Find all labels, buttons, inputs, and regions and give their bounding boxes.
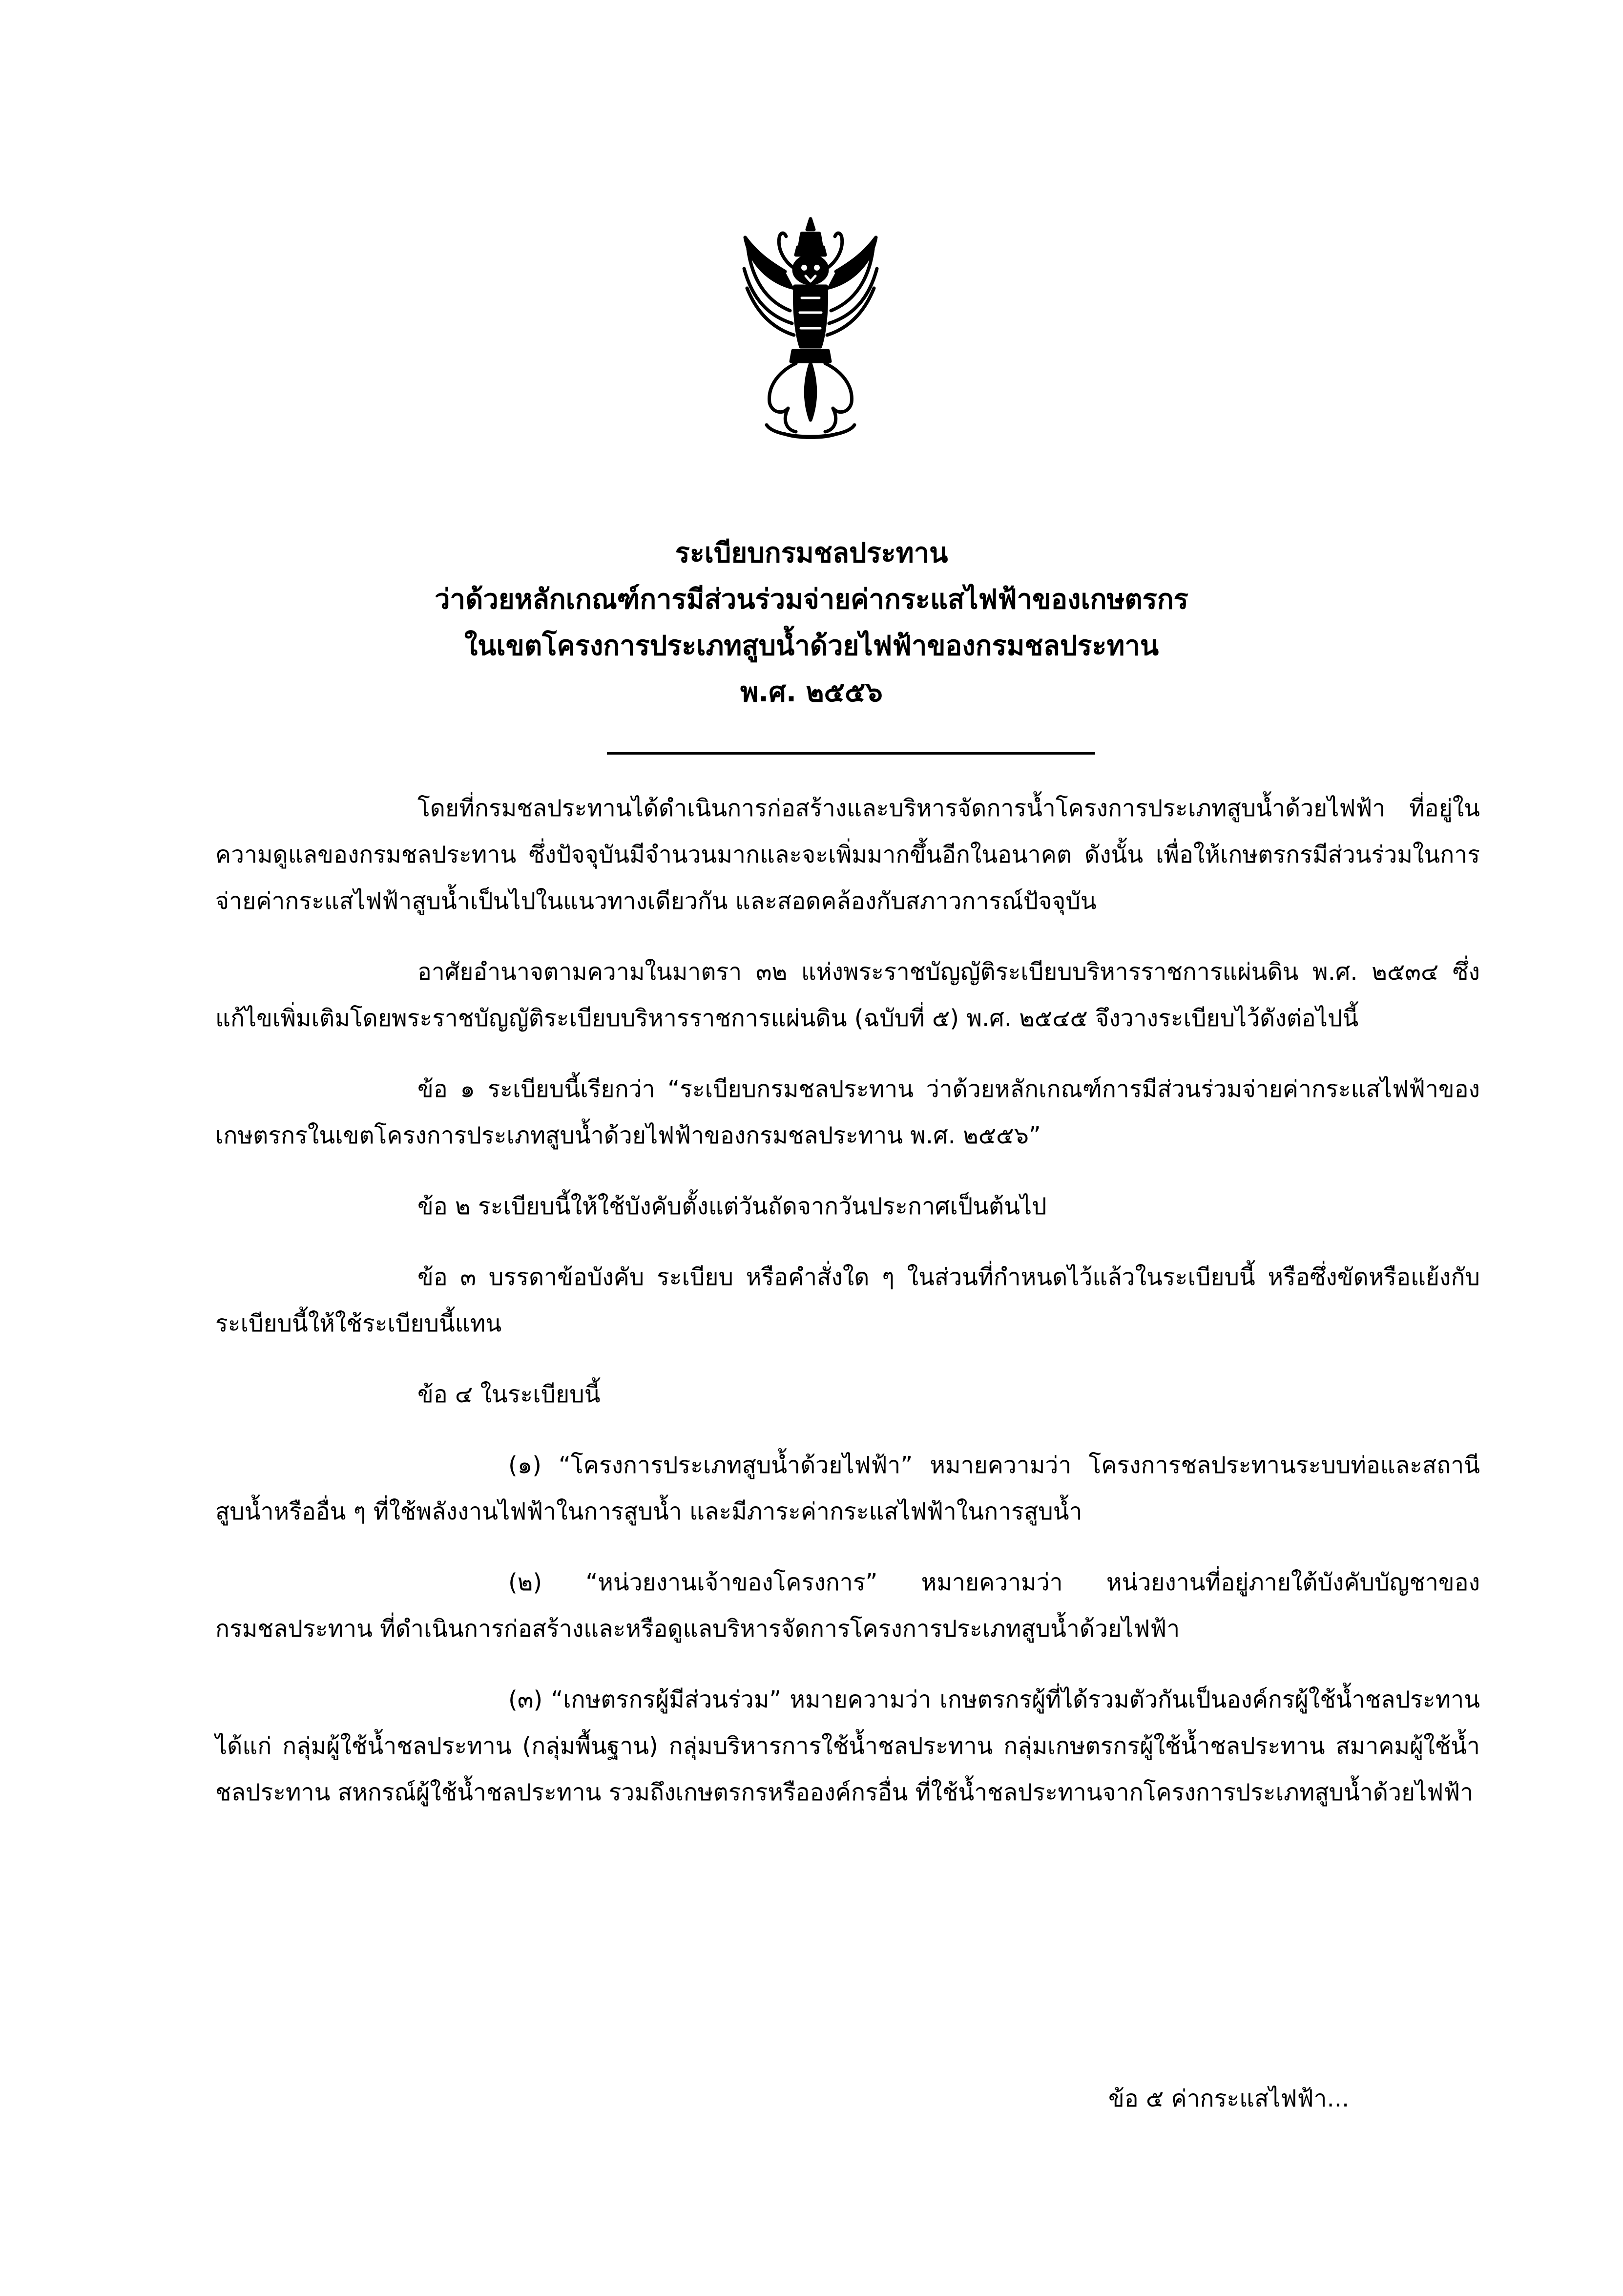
- clause-1: ข้อ ๑ ระเบียบนี้เรียกว่า “ระเบียบกรมชลประทาน ว่าด้วยหลักเกณฑ์การมีส่วนร่วมจ่ายค่ากระแสไฟฟ้าของเกษตรกรในเขตโครงการประเภทสูบน้ำด้วยไฟฟ้าของกรมชลประทาน พ.ศ. ๒๕๕๖”: [215, 1075, 1480, 1149]
- clause-2: ข้อ ๒ ระเบียบนี้ให้ใช้บังคับตั้งแต่วันถัดจากวันประกาศเป็นต้นไป: [417, 1193, 1047, 1220]
- title-line-3: ในเขตโครงการประเภทสูบน้ำด้วยไฟฟ้าของกรมชลประทาน: [464, 630, 1159, 662]
- authority-paragraph: อาศัยอำนาจตามความในมาตรา ๓๒ แห่งพระราชบัญญัติระเบียบบริหารราชการแผ่นดิน พ.ศ. ๒๕๓๔ ซึ่งแก้ไขเพิ่มเติมโดยพระราชบัญญัติระเบียบบริหารราชการแผ่นดิน (ฉบับที่ ๕) พ.ศ. ๒๕๔๕ จึงวางระเบียบไว้ดังต่อไปนี้: [215, 958, 1480, 1032]
- clause-3: ข้อ ๓ บรรดาข้อบังคับ ระเบียบ หรือคำสั่งใด ๆ ในส่วนที่กำหนดไว้แล้วในระเบียบนี้ หรือซึ่งขัดหรือแย้งกับระเบียบนี้ให้ใช้ระเบียบนี้แทน: [215, 1264, 1480, 1337]
- document-title: [0, 530, 1623, 716]
- definition-3: (๓) “เกษตรกรผู้มีส่วนร่วม” หมายความว่า เกษตรกรผู้ที่ได้รวมตัวกันเป็นองค์กรผู้ใช้น้ำชลประทาน ได้แก่ กลุ่มผู้ใช้น้ำชลประทาน (กลุ่มพื้นฐาน) กลุ่มบริหารการใช้น้ำชลประทาน กลุ่มเกษตรกรผู้ใช้น้ำชลประทาน สมาคมผู้ใช้น้ำชลประทาน สหกรณ์ผู้ใช้น้ำชลประทาน รวมถึงเกษตรกรหรือองค์กรอื่น ที่ใช้น้ำชลประทานจากโครงการประเภทสูบน้ำด้วยไฟฟ้า: [215, 1686, 1480, 1806]
- title-line-1: ระเบียบกรมชลประทาน: [675, 537, 948, 569]
- title-year: พ.ศ. ๒๕๕๖: [740, 676, 883, 708]
- next-page-catchword: ข้อ ๕ ค่ากระแสไฟฟ้า...: [1108, 2085, 1350, 2112]
- garuda-emblem: [737, 215, 884, 444]
- definition-2: (๒) “หน่วยงานเจ้าของโครงการ” หมายความว่า หน่วยงานที่อยู่ภายใต้บังคับบัญชาของกรมชลประทาน ที่ดำเนินการก่อสร้างและหรือดูแลบริหารจัดการโครงการประเภทสูบน้ำด้วยไฟฟ้า: [215, 1569, 1480, 1643]
- title-line-2: ว่าด้วยหลักเกณฑ์การมีส่วนร่วมจ่ายค่ากระแสไฟฟ้าของเกษตรกร: [435, 584, 1188, 615]
- preamble-paragraph: โดยที่กรมชลประทานได้ดำเนินการก่อสร้างและบริหารจัดการน้ำโครงการประเภทสูบน้ำด้วยไฟฟ้า ที่อยู่ในความดูแลของกรมชลประทาน ซึ่งปัจจุบันมีจำนวนมากและจะเพิ่มมากขึ้นอีกในอนาคต ดังนั้น เพื่อให้เกษตรกรมีส่วนร่วมในการจ่ายค่ากระแสไฟฟ้าสูบน้ำเป็นไปในแนวทางเดียวกัน และสอดคล้องกับสภาวการณ์ปัจจุบัน: [215, 795, 1480, 915]
- clause-4: ข้อ ๔ ในระเบียบนี้: [417, 1381, 601, 1408]
- document-body: [215, 785, 1480, 1840]
- definition-1: (๑) “โครงการประเภทสูบน้ำด้วยไฟฟ้า” หมายความว่า โครงการชลประทานระบบท่อและสถานีสูบน้ำหรืออื่น ๆ ที่ใช้พลังงานไฟฟ้าในการสูบน้ำ และมีภาระค่ากระแสไฟฟ้าในการสูบน้ำ: [215, 1452, 1480, 1525]
- title-divider: [607, 752, 1095, 755]
